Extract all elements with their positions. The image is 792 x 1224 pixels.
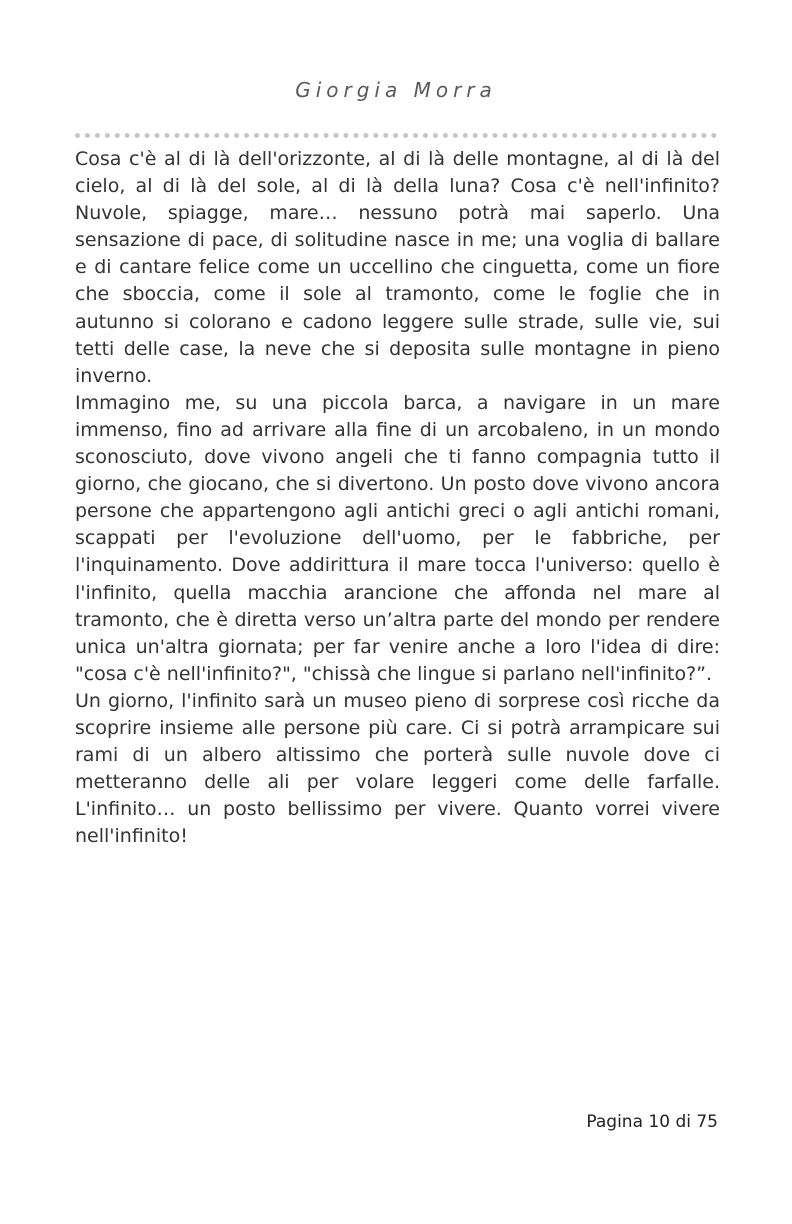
paragraph: Immagino me, su una piccola barca, a navigare in un mare immenso, fino ad arrivare alla fine di un arcobaleno, in un mondo sconosciuto, dove vivono angeli che ti fanno compagnia tutto il giorno, che giocano, che si divertono. Un posto dove vivono ancora persone che appartengono agli antichi greci o agli antichi romani, scappati per l'evoluzione dell'uomo, per le fabbriche, per l'inquinamento. Dove addirittura il mare tocca l'universo: quello è l'infinito, quella macchia arancione che affonda nel mare al tramonto, che è diretta verso un’altra parte del mondo per rendere unica un'altra giornata; per far venire anche a loro l'idea di dire: "cosa c'è nell'infinito?", "chissà che lingue si parlano nell'infinito?”. [75,391,720,685]
dotted-divider [75,133,717,138]
paragraph: Cosa c'è al di là dell'orizzonte, al di là delle montagne, al di là del cielo, al di là del sole, al di là della luna? Cosa c'è nell'infinito? Nuvole, spiagge, mare… nessuno potrà mai saperlo. Una sensazione di pace, di solitudine nasce in me; una voglia di ballare e di cantare felice come un uccellino che cinguetta, come un fiore che sboccia, come il sole al tramonto, come le foglie che in autunno si colorano e cadono leggere sulle strade, sulle vie, sui tetti delle case, la neve che si deposita sulle montagne in pieno inverno. [75,148,720,387]
paragraph: Un giorno, l'infinito sarà un museo pieno di sorprese così ricche da scoprire insieme alle persone più care. Ci si potrà arrampicare sui rami di un albero altissimo che porterà sulle nuvole dove ci metteranno delle ali per volare leggeri come delle farfalle. L'infinito… un posto bellissimo per vivere. Quanto vorrei vivere nell'infinito! [75,689,720,848]
author-header: Giorgia Morra [295,78,497,102]
body-text [75,146,720,850]
page-number: Pagina 10 di 75 [586,1112,718,1132]
